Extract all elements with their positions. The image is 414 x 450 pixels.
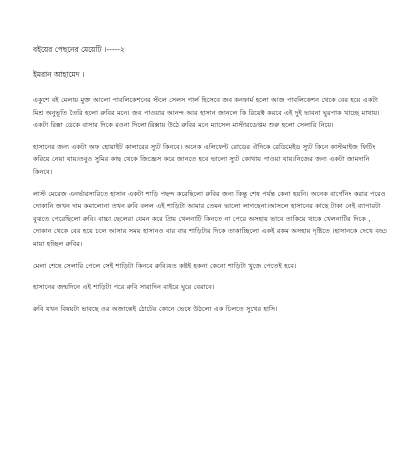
document-body — [33, 45, 389, 324]
story-title: বইয়ের পেছনের মেয়েটি ।-----২ — [33, 45, 125, 54]
paragraph-3: লাস্ট মেরেজ এনর্ভারসারিতে হাসান একটা শাড়ি পছন্দ করেছিলো রুবির জন্য কিন্তু শেষ পর্যন্ত কেনা হয়নি। অনেক বার্গেনিং করার পরেও দোকানি জখন দাম কমালোনা তখন রুবি বলল এই শাড়িটা আমার তেমন ভালো লাগছেনা।আসলে হাসানের কাছে টাকা নেই ব্যাপারটা বুঝতে পেরেছিলো রুবি। বাচ্চা ছেলেরা যেমন করে প্রিয় খেলনাটি কিনতে না পেরে অসহায় ভাবে তাকিয়ে থাকে খেলনাটির দিকে , দোকান থেকে বের হয়ে চলে আসার সময় হাসানও বার বার শাড়িটার দিকে তাকাচ্ছিলো একই রকম অসহায় দৃষ্টিতে ।হাসানকে দেখে বড্ড মায়া হচ্ছিল রুবির। — [33, 189, 387, 248]
paragraph-4: মেলা শেষে সেলারি পেলে সেই শাড়িটা কিনবে রুবি।যত কষ্টই হকনা কেনো শাড়িটা খুজে পেতেই হবে। — [33, 261, 297, 270]
paragraph-2: হাসানের জন্য একটা অফ হোয়াইট কালারের স্যুট কিনবে। অনেক এলিফেন্ট রোডের ঐদিকে রেডিমেইড স্যুট কিনে কাস্টমাইজ ফিটিং করিয়ে নেয়া যায়।তবুও সুমির কাছ থেকে জিজ্ঞেস করে জানতে হবে ভালো স্যুট কোথায় পাওয়া যায়।নিজের জন্য একটা জামদানি কিনবে। — [33, 142, 376, 176]
paragraph-1: একুশে বই মেলায় মুক্ত আলো পাবলিকেশনের স্টলে সেলস গার্ল হিসেবে জব কনফার্ম হলো আজ পাবলিকেশন থেকে বের হয়ে একটা মিশ্র অনুভূতি তৈরি হলো রুবির মনে। জব পাওয়ার আনন্দ আর হাসান জানলে কি রিয়েক্ট করবে এই দুই ভাবনা ঘুরপাক খাচ্ছে মাথায়। একটা রিক্সা ডেকে বাসার দিকে রওনা দিলো।রিক্সায় উঠে রুবির মনে ম্যাসেল মাস্টারডেপ্তম শুরু হলো সেলারি নিয়ে। — [33, 96, 380, 130]
paragraph-5: হাসানের জন্মদিনে এই শাড়িটা পরে রুবি সারাদিন বাইরে ঘুরে বেরাবে। — [33, 283, 215, 292]
author-name: ইমরান আহামেদ । — [33, 70, 85, 79]
paragraph-6: রুবি যখন বিষয়টা ভাবছে ওর অজান্তেই ঠোটের কোনে ভেষে উঠলো এক চিলতে সুখের হাসি। — [33, 304, 278, 313]
